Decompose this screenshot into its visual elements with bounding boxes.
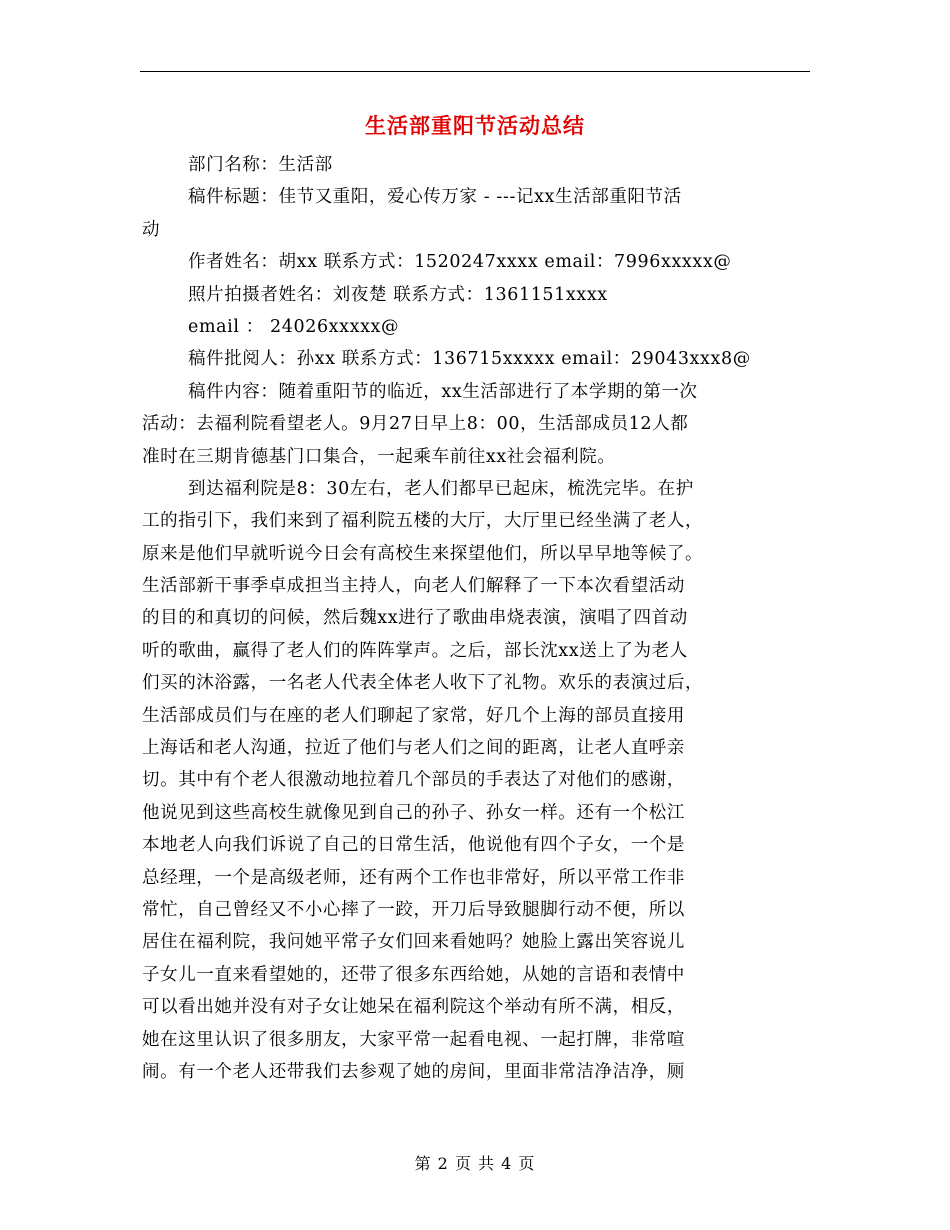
body-line: 到达福利院是8：30左右，老人们都早已起床，梳洗完毕。在护 <box>188 478 694 499</box>
body-line: 生活部新干事季卓成担当主持人，向老人们解释了一下本次看望活动 <box>142 576 685 597</box>
body-line: 闹。有一个老人还带我们去参观了她的房间，里面非常洁净洁净，厕 <box>142 1061 685 1082</box>
body-line: 活动：去福利院看望老人。9月27日早上8：00，生活部成员12人都 <box>142 414 689 435</box>
body-line: 们买的沐浴露，一名老人代表全体老人收下了礼物。欢乐的表演过后， <box>142 673 704 694</box>
body-line: 常忙，自己曾经又不小心摔了一跤，开刀后导致腿脚行动不便，所以 <box>142 899 685 920</box>
body-line: 动 <box>142 219 161 240</box>
body-line: 生活部成员们与在座的老人们聊起了家常，好几个上海的部员直接用 <box>142 705 685 726</box>
body-line: 他说见到这些高校生就像见到自己的孙子、孙女一样。还有一个松江 <box>142 802 685 823</box>
body-line: 作者姓名：胡xx 联系方式：1520247xxxx email：7996xxxxx@ <box>188 252 732 273</box>
body-line: email ： 24026xxxxx@ <box>188 316 400 337</box>
body-line: 本地老人向我们诉说了自己的日常生活，他说他有四个子女，一个是 <box>142 835 685 856</box>
body-line: 照片拍摄者姓名：刘夜楚 联系方式：1361151xxxx <box>188 284 608 305</box>
body-line: 上海话和老人沟通，拉近了他们与老人们之间的距离，让老人直呼亲 <box>142 738 685 759</box>
document-body <box>142 149 810 1088</box>
body-line: 原来是他们早就听说今日会有高校生来探望他们，所以早早地等候了。 <box>142 543 704 564</box>
body-line: 稿件标题：佳节又重阳，爱心传万家 - ---记xx生活部重阳节活 <box>188 187 682 208</box>
document-title: 生活部重阳节活动总结 <box>365 113 585 138</box>
body-line: 她在这里认识了很多朋友，大家平常一起看电视、一起打牌，非常喧 <box>142 1029 685 1050</box>
body-line: 居住在福利院，我问她平常子女们回来看她吗？她脸上露出笑容说儿 <box>142 932 685 953</box>
body-line: 的目的和真切的问候，然后魏xx进行了歌曲串烧表演，演唱了四首动 <box>142 608 688 629</box>
body-line: 部门名称：生活部 <box>188 155 333 175</box>
body-line: 总经理，一个是高级老师，还有两个工作也非常好，所以平常工作非 <box>142 867 685 888</box>
body-line: 稿件内容：随着重阳节的临近，xx生活部进行了本学期的第一次 <box>188 381 698 402</box>
body-line: 听的歌曲，赢得了老人们的阵阵掌声。之后，部长沈xx送上了为老人 <box>142 640 688 661</box>
body-line: 准时在三期肯德基门口集合，一起乘车前往xx社会福利院。 <box>142 446 616 467</box>
body-line: 子女儿一直来看望她的，还带了很多东西给她，从她的言语和表情中 <box>142 964 685 985</box>
body-line: 稿件批阅人：孙xx 联系方式：136715xxxxx email：29043xxx8@ <box>188 349 751 370</box>
body-line: 工的指引下，我们来到了福利院五楼的大厅，大厅里已经坐满了老人， <box>142 511 704 532</box>
page-number-footer: 第 2 页 共 4 页 <box>414 1154 536 1173</box>
body-line: 可以看出她并没有对子女让她呆在福利院这个举动有所不满，相反， <box>142 997 685 1018</box>
header-rule <box>140 71 810 72</box>
body-line: 切。其中有个老人很激动地拉着几个部员的手表达了对他们的感谢， <box>142 770 685 791</box>
